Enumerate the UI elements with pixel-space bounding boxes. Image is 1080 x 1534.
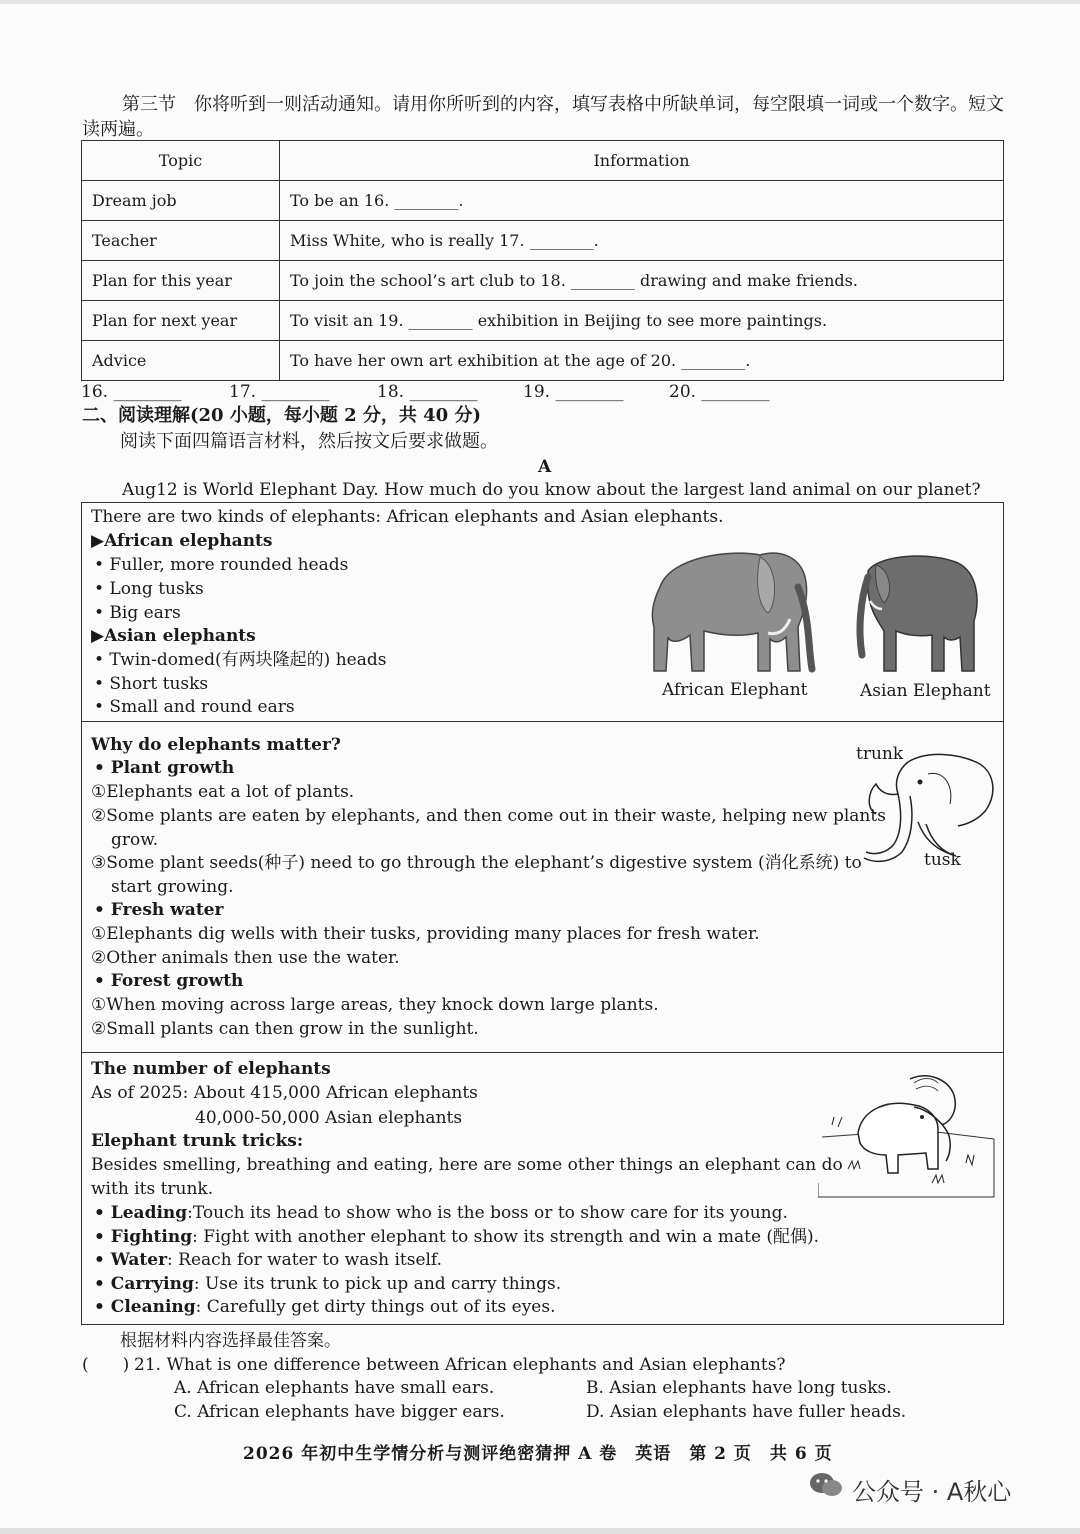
trick-name: • Cleaning xyxy=(94,1297,196,1317)
table-row xyxy=(82,341,1004,381)
part2-heading: 二、阅读理解(20 小题，每小题 2 分，共 40 分) xyxy=(82,405,481,426)
watermark-text: 公众号 · A秋心 xyxy=(852,1478,1012,1506)
list-item: grow. xyxy=(111,830,159,850)
table-row xyxy=(82,301,1004,341)
listening-table xyxy=(81,140,1004,381)
question-21-stem: 21. What is one difference between African elephants and Asian elephants? xyxy=(134,1355,786,1375)
trick-item xyxy=(94,1296,556,1319)
passage-letter: A xyxy=(538,457,552,477)
option-b[interactable]: B. Asian elephants have long tusks. xyxy=(586,1378,892,1398)
number-line-african: As of 2025: About 415,000 African elephants xyxy=(91,1083,478,1103)
list-item: ①Elephants dig wells with their tusks, providing many places for fresh water. xyxy=(91,924,760,944)
list-item: • Short tusks xyxy=(94,674,209,694)
topic-cell: Advice xyxy=(82,341,280,381)
trick-item xyxy=(94,1202,788,1225)
tricks-title: Elephant trunk tricks: xyxy=(91,1131,304,1151)
elephant-number-box xyxy=(81,1053,1004,1325)
african-elephant-image xyxy=(640,547,820,677)
trick-desc: : Carefully get dirty things out of its eyes. xyxy=(195,1297,556,1317)
answer-blank-19[interactable]: 19. ________ xyxy=(523,382,624,402)
elephant-kinds-box xyxy=(81,502,1004,722)
list-item: • Small and round ears xyxy=(94,697,295,717)
topic-cell: Teacher xyxy=(82,221,280,261)
part2-instruction: 阅读下面四篇语言材料，然后按文后要求做题。 xyxy=(120,431,498,452)
section3-instruction: 第三节 你将听到一则活动通知。请用你所听到的内容，填写表格中所缺单词，每空限填一词或一个数字。短文读两遍。 xyxy=(82,94,1004,140)
header-topic: Topic xyxy=(82,141,280,181)
info-cell: To be an 16. ________. xyxy=(280,181,1004,221)
answer-blank-16[interactable]: 16. ________ xyxy=(81,382,182,402)
wechat-watermark xyxy=(808,1466,1048,1510)
table-header-row xyxy=(82,141,1004,181)
list-item: ②Some plants are eaten by elephants, and then come out in their waste, helping new plants xyxy=(91,806,886,826)
trick-name: • Fighting xyxy=(94,1227,193,1247)
list-item: ①Elephants eat a lot of plants. xyxy=(91,782,355,802)
top-border xyxy=(0,0,1080,4)
trick-name: • Carrying xyxy=(94,1274,194,1294)
table-row xyxy=(82,261,1004,301)
list-item: • Twin-domed(有两块隆起的) heads xyxy=(94,650,387,670)
option-a[interactable]: A. African elephants have small ears. xyxy=(174,1378,495,1398)
tricks-intro-cont: with its trunk. xyxy=(91,1179,214,1199)
list-item: • Big ears xyxy=(94,603,181,623)
topic-cell: Plan for next year xyxy=(82,301,280,341)
list-item: ①When moving across large areas, they knock down large plants. xyxy=(91,995,659,1015)
info-cell: Miss White, who is really 17. ________. xyxy=(280,221,1004,261)
forest-growth-title: • Forest growth xyxy=(94,971,244,991)
number-line-asian: 40,000-50,000 Asian elephants xyxy=(195,1108,463,1128)
passage-intro: Aug12 is World Elephant Day. How much do you know about the largest land animal on our planet? xyxy=(122,480,981,500)
baby-elephant-drawing xyxy=(818,1073,998,1203)
topic-cell: Dream job xyxy=(82,181,280,221)
option-c[interactable]: C. African elephants have bigger ears. xyxy=(174,1402,505,1422)
list-item: ③Some plant seeds(种子) need to go through the elephant’s digestive system (消化系统) to xyxy=(91,853,862,873)
answer-blank-18[interactable]: 18. ________ xyxy=(377,382,478,402)
page-footer: 2026 年初中生学情分析与测评绝密猜押 A 卷 英语 第 2 页 共 6 页 xyxy=(243,1444,833,1464)
list-item: • Long tusks xyxy=(94,579,204,599)
option-d[interactable]: D. Asian elephants have fuller heads. xyxy=(586,1402,907,1422)
why-elephants-matter-box xyxy=(81,722,1004,1053)
answer-blank-17[interactable]: 17. ________ xyxy=(229,382,330,402)
list-item: ②Small plants can then grow in the sunlight. xyxy=(91,1019,479,1039)
box2-title: Why do elephants matter? xyxy=(91,735,341,755)
info-cell: To join the school’s art club to 18. ________ drawing and make friends. xyxy=(280,261,1004,301)
trick-desc: :Touch its head to show who is the boss or to show care for its young. xyxy=(187,1203,788,1223)
trick-name: • Leading xyxy=(94,1203,188,1223)
list-item: ②Other animals then use the water. xyxy=(91,948,400,968)
trick-item xyxy=(94,1249,442,1272)
asian-elephant-image xyxy=(850,551,985,676)
info-cell: To have her own art exhibition at the age of 20. ________. xyxy=(280,341,1004,381)
trick-desc: : Use its trunk to pick up and carry things. xyxy=(193,1274,562,1294)
asian-title: ▶Asian elephants xyxy=(91,626,256,646)
trick-item xyxy=(94,1273,561,1296)
answer-bracket[interactable]: ( ) xyxy=(82,1355,130,1375)
topic-cell: Plan for this year xyxy=(82,261,280,301)
trick-desc: : Reach for water to wash itself. xyxy=(167,1250,443,1270)
header-information: Information xyxy=(280,141,1004,181)
african-title: ▶African elephants xyxy=(91,531,273,551)
table-row xyxy=(82,221,1004,261)
bottom-border xyxy=(0,1528,1080,1534)
wechat-icon xyxy=(808,1470,844,1500)
info-cell: To visit an 19. ________ exhibition in Beijing to see more paintings. xyxy=(280,301,1004,341)
trick-item xyxy=(94,1226,819,1249)
answer-blank-20[interactable]: 20. ________ xyxy=(669,382,770,402)
table-row xyxy=(82,181,1004,221)
question-instruction: 根据材料内容选择最佳答案。 xyxy=(120,1331,341,1351)
tricks-intro: Besides smelling, breathing and eating, here are some other things an elephant can do xyxy=(91,1155,843,1175)
list-item: • Fuller, more rounded heads xyxy=(94,555,349,575)
trick-name: • Water xyxy=(94,1250,168,1270)
trick-desc: : Fight with another elephant to show its strength and win a mate (配偶). xyxy=(192,1227,820,1247)
label-trunk: trunk xyxy=(856,744,904,764)
caption-asian-elephant: Asian Elephant xyxy=(860,681,991,701)
list-item: start growing. xyxy=(111,877,234,897)
label-tusk: tusk xyxy=(924,850,961,870)
number-title: The number of elephants xyxy=(91,1059,331,1079)
box1-intro: There are two kinds of elephants: African elephants and Asian elephants. xyxy=(91,507,724,527)
plant-growth-title: • Plant growth xyxy=(94,758,235,778)
fresh-water-title: • Fresh water xyxy=(94,900,224,920)
caption-african-elephant: African Elephant xyxy=(662,680,808,700)
